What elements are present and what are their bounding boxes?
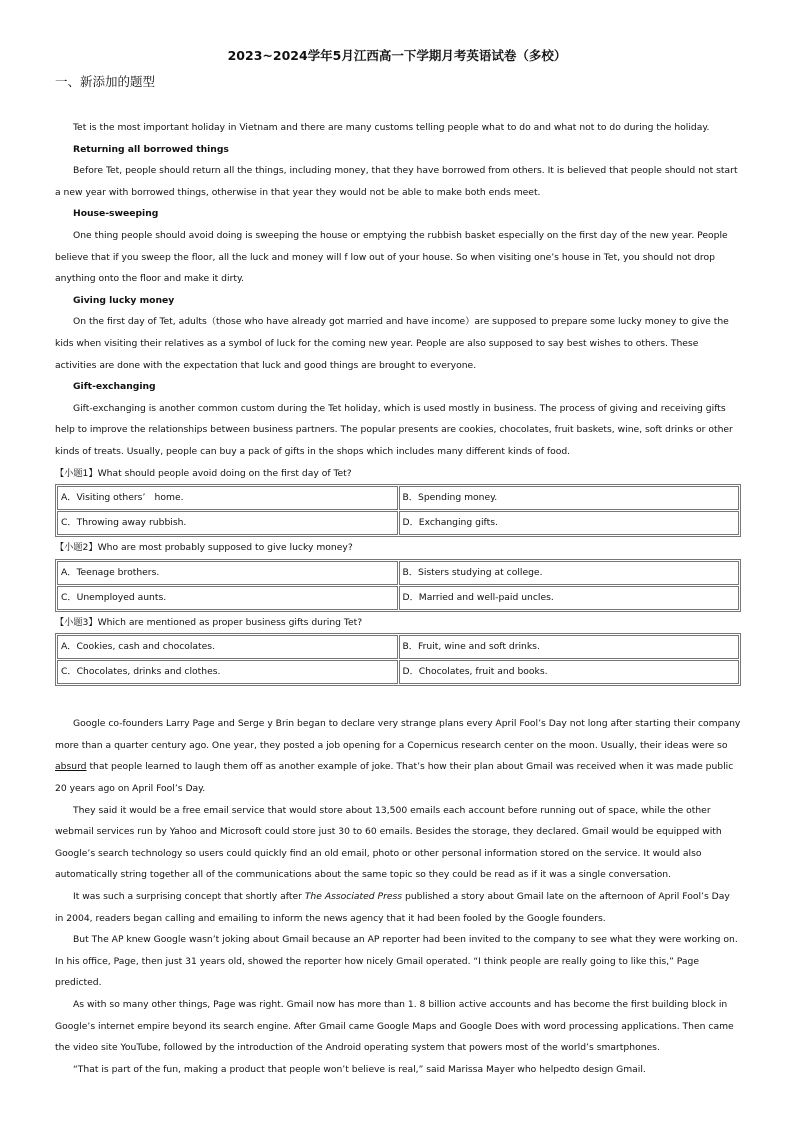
question-2-option-d[interactable]: D．Married and well-paid uncles. — [399, 586, 740, 610]
question-2-option-c[interactable]: C．Unemployed aunts. — [57, 586, 398, 610]
passage1-paragraph-3: On the first day of Tet, adults（those who have already got married and have income）are supposed to prepare some lucky money to give the kids when visiting their relatives as a symbol of luck for the coming new year. People are also supposed to say best wishes to others. These activities are done with the expectation that luck and good things are brought to everyone. — [55, 316, 729, 371]
passage1-heading-3: Giving lucky money — [73, 294, 175, 306]
question-2-options — [55, 559, 741, 612]
question-2-option-b[interactable]: B．Sisters studying at college. — [399, 561, 740, 585]
passage2-paragraph-4: But The AP knew Google wasn’t joking about Gmail because an AP reporter had been invited to the company to see what they were working on. In his office, Page, then just 31 years old, showed the reporter how nicely Gmail operated. “I think people are really going to like this,” Page predicted. — [55, 934, 738, 989]
question-3-option-b[interactable]: B．Fruit, wine and soft drinks. — [399, 635, 740, 659]
question-2-option-a[interactable]: A．Teenage brothers. — [57, 561, 398, 585]
passage-gap — [55, 686, 741, 713]
passage2-paragraph-2: They said it would be a free email service that would store about 13,500 emails each account before running out of space, while the other webmail services run by Yahoo and Microsoft could store just 30 to 60 emails. Besides the storage, they declared. Gmail would be equipped with Google’s search technology so users could quickly find an old email, photo or other personal information stored on the service. It would also automatically string together all of the communications about the same topic so they could be read as if it was a single conversation. — [55, 804, 722, 881]
passage2-paragraph-6: “That is part of the fun, making a product that people won’t believe is real,” said Marissa Mayer who helpedto design Gmail. — [73, 1063, 646, 1075]
question-1-option-a[interactable]: A．Visiting others’ home. — [57, 486, 398, 510]
passage1-paragraph-2: One thing people should avoid doing is sweeping the house or emptying the rubbish basket especially on the first day of the new year. People believe that if you sweep the floor, all the luck and money will f low out of your house. So when visiting one’s house in Tet, you should not drop anything onto the floor and make it dirty. — [55, 229, 728, 285]
question-1-options — [55, 484, 741, 537]
passage1-intro: Tet is the most important holiday in Vietnam and there are many customs telling people what to do and what not to do during the holiday. — [73, 122, 710, 133]
passage2-paragraph-3 — [55, 886, 741, 929]
question-1-option-d[interactable]: D．Exchanging gifts. — [399, 511, 740, 535]
italic-publication-name: The Associated Press — [304, 891, 403, 903]
question-1-stem: 【小题1】What should people avoid doing on the first day of Tet? — [55, 467, 352, 479]
passage1-paragraph-1: Before Tet, people should return all the things, including money, that they have borrowed from others. It is believed that people should not start a new year with borrowed things, otherwise in that year they would not be able to make both ends meet. — [55, 165, 738, 198]
passage1-heading-2: House-sweeping — [73, 208, 159, 220]
question-3-option-a[interactable]: A．Cookies, cash and chocolates. — [57, 635, 398, 659]
question-3-option-c[interactable]: C．Chocolates, drinks and clothes. — [57, 660, 398, 684]
question-2-stem: 【小题2】Who are most probably supposed to give lucky money? — [55, 542, 353, 554]
passage2-paragraph-5: As with so many other things, Page was right. Gmail now has more than 1. 8 billion active accounts and has become the first building block in Google’s internet empire beyond its search engine. After Gmail came Google Maps and Google Does with word processing applications. Then came the video site YouTube, followed by the introduction of the Android operating system that powers most of the world’s smartphones. — [55, 999, 734, 1054]
passage2-paragraph-1 — [55, 713, 741, 799]
passage1-heading-1: Returning all borrowed things — [73, 143, 229, 155]
section-title: 一、新添加的题型 — [55, 74, 156, 89]
question-3-options — [55, 633, 741, 686]
passage1-paragraph-4: Gift-exchanging is another common custom during the Tet holiday, which is used mostly in business. The process of giving and receiving gifts help to improve the relationships between business partners. The popular presents are cookies, chocolates, fruit baskets, wine, soft drinks or other kinds of treats. Usually, people can buy a pack of gifts in the shops which includes many different kinds of food. — [55, 402, 733, 457]
document-body — [55, 117, 741, 1080]
question-1-option-c[interactable]: C．Throwing away rubbish. — [57, 511, 398, 535]
passage1-heading-4: Gift-exchanging — [73, 381, 156, 393]
question-3-option-d[interactable]: D．Chocolates, fruit and books. — [399, 660, 740, 684]
question-1-option-b[interactable]: B．Spending money. — [399, 486, 740, 510]
passage2-paragraph-3-start: It was such a surprising concept that shortly after — [73, 891, 305, 903]
page-title: 2023~2024学年5月江西高一下学期月考英语试卷（多校） — [227, 48, 567, 63]
underlined-word-absurd: absurd — [55, 761, 87, 773]
question-3-stem: 【小题3】Which are mentioned as proper business gifts during Tet? — [55, 616, 363, 628]
passage2-paragraph-3-end: published a story about Gmail late on the afternoon of April Fool’s Day in 2004, readers began calling and emailing to inform the news agency that it had been fooled by the Google founders. — [55, 891, 730, 924]
passage2-paragraph-1-start: Google co-founders Larry Page and Serge y Brin began to declare very strange plans every April Fool’s Day not long after starting their company more than a quarter century ago. One year, they posted a job opening for a Copernicus research center on the moon. Usually, their ideas were so — [55, 718, 741, 751]
passage2-paragraph-1-end: that people learned to laugh them off as another example of joke. That’s how their plan about Gmail was received when it was made public 20 years ago on April Fool’s Day. — [55, 761, 734, 795]
